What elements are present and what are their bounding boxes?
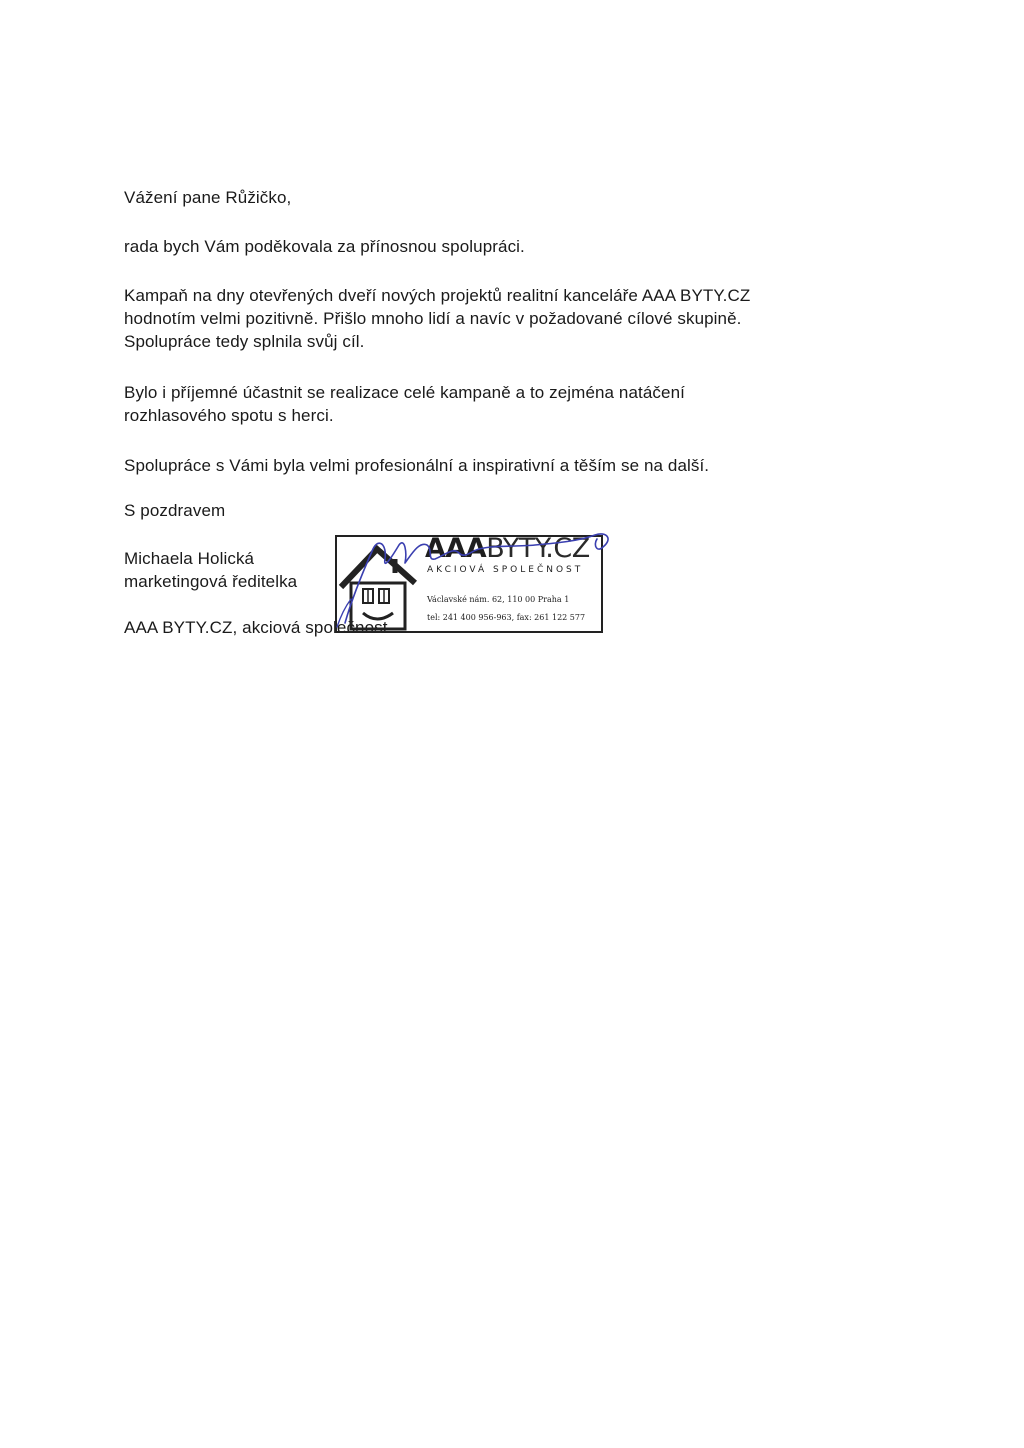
- paragraph-thanks: rada bych Vám poděkovala za přínosnou spolupráci.: [124, 237, 525, 256]
- paragraph-campaign-line: hodnotím velmi pozitivně. Přišlo mnoho lidí a navíc v požadované cílové skupině.: [124, 309, 742, 328]
- paragraph-campaign-line: Spolupráce tedy splnila svůj cíl.: [124, 332, 365, 351]
- signer-title: marketingová ředitelka: [124, 572, 298, 591]
- paragraph-realization-line: rozhlasového spotu s herci.: [124, 406, 334, 425]
- stamp-address: Václavské nám. 62, 110 00 Praha 1: [427, 595, 570, 604]
- greeting: Vážení pane Růžičko,: [124, 188, 292, 207]
- paragraph-campaign-line: Kampaň na dny otevřených dveří nových projektů realitní kanceláře AAA BYTY.CZ: [124, 286, 751, 305]
- stamp-subtitle: AKCIOVÁ SPOLEČNOST: [427, 565, 584, 575]
- company-stamp: [335, 527, 603, 631]
- paragraph-realization-line: Bylo i příjemné účastnit se realizace celé kampaně a to zejména natáčení: [124, 383, 685, 402]
- stamp-brand: [425, 533, 590, 564]
- paragraph-cooperation: Spolupráce s Vámi byla velmi profesionální a inspirativní a těším se na další.: [124, 456, 710, 475]
- signer-name: Michaela Holická: [124, 549, 255, 568]
- signer-block: [124, 547, 297, 593]
- paragraph-realization: [124, 381, 685, 427]
- paragraph-campaign: [124, 284, 750, 353]
- company-line: AAA BYTY.CZ, akciová společnost: [124, 618, 388, 637]
- stamp-brand-rest: BYTY.CZ: [486, 533, 590, 564]
- stamp-contact: tel: 241 400 956-963, fax: 261 122 577: [427, 613, 586, 622]
- closing: S pozdravem: [124, 501, 226, 520]
- stamp-brand-bold: AAA: [425, 533, 487, 564]
- house-logo-icon: [337, 537, 433, 633]
